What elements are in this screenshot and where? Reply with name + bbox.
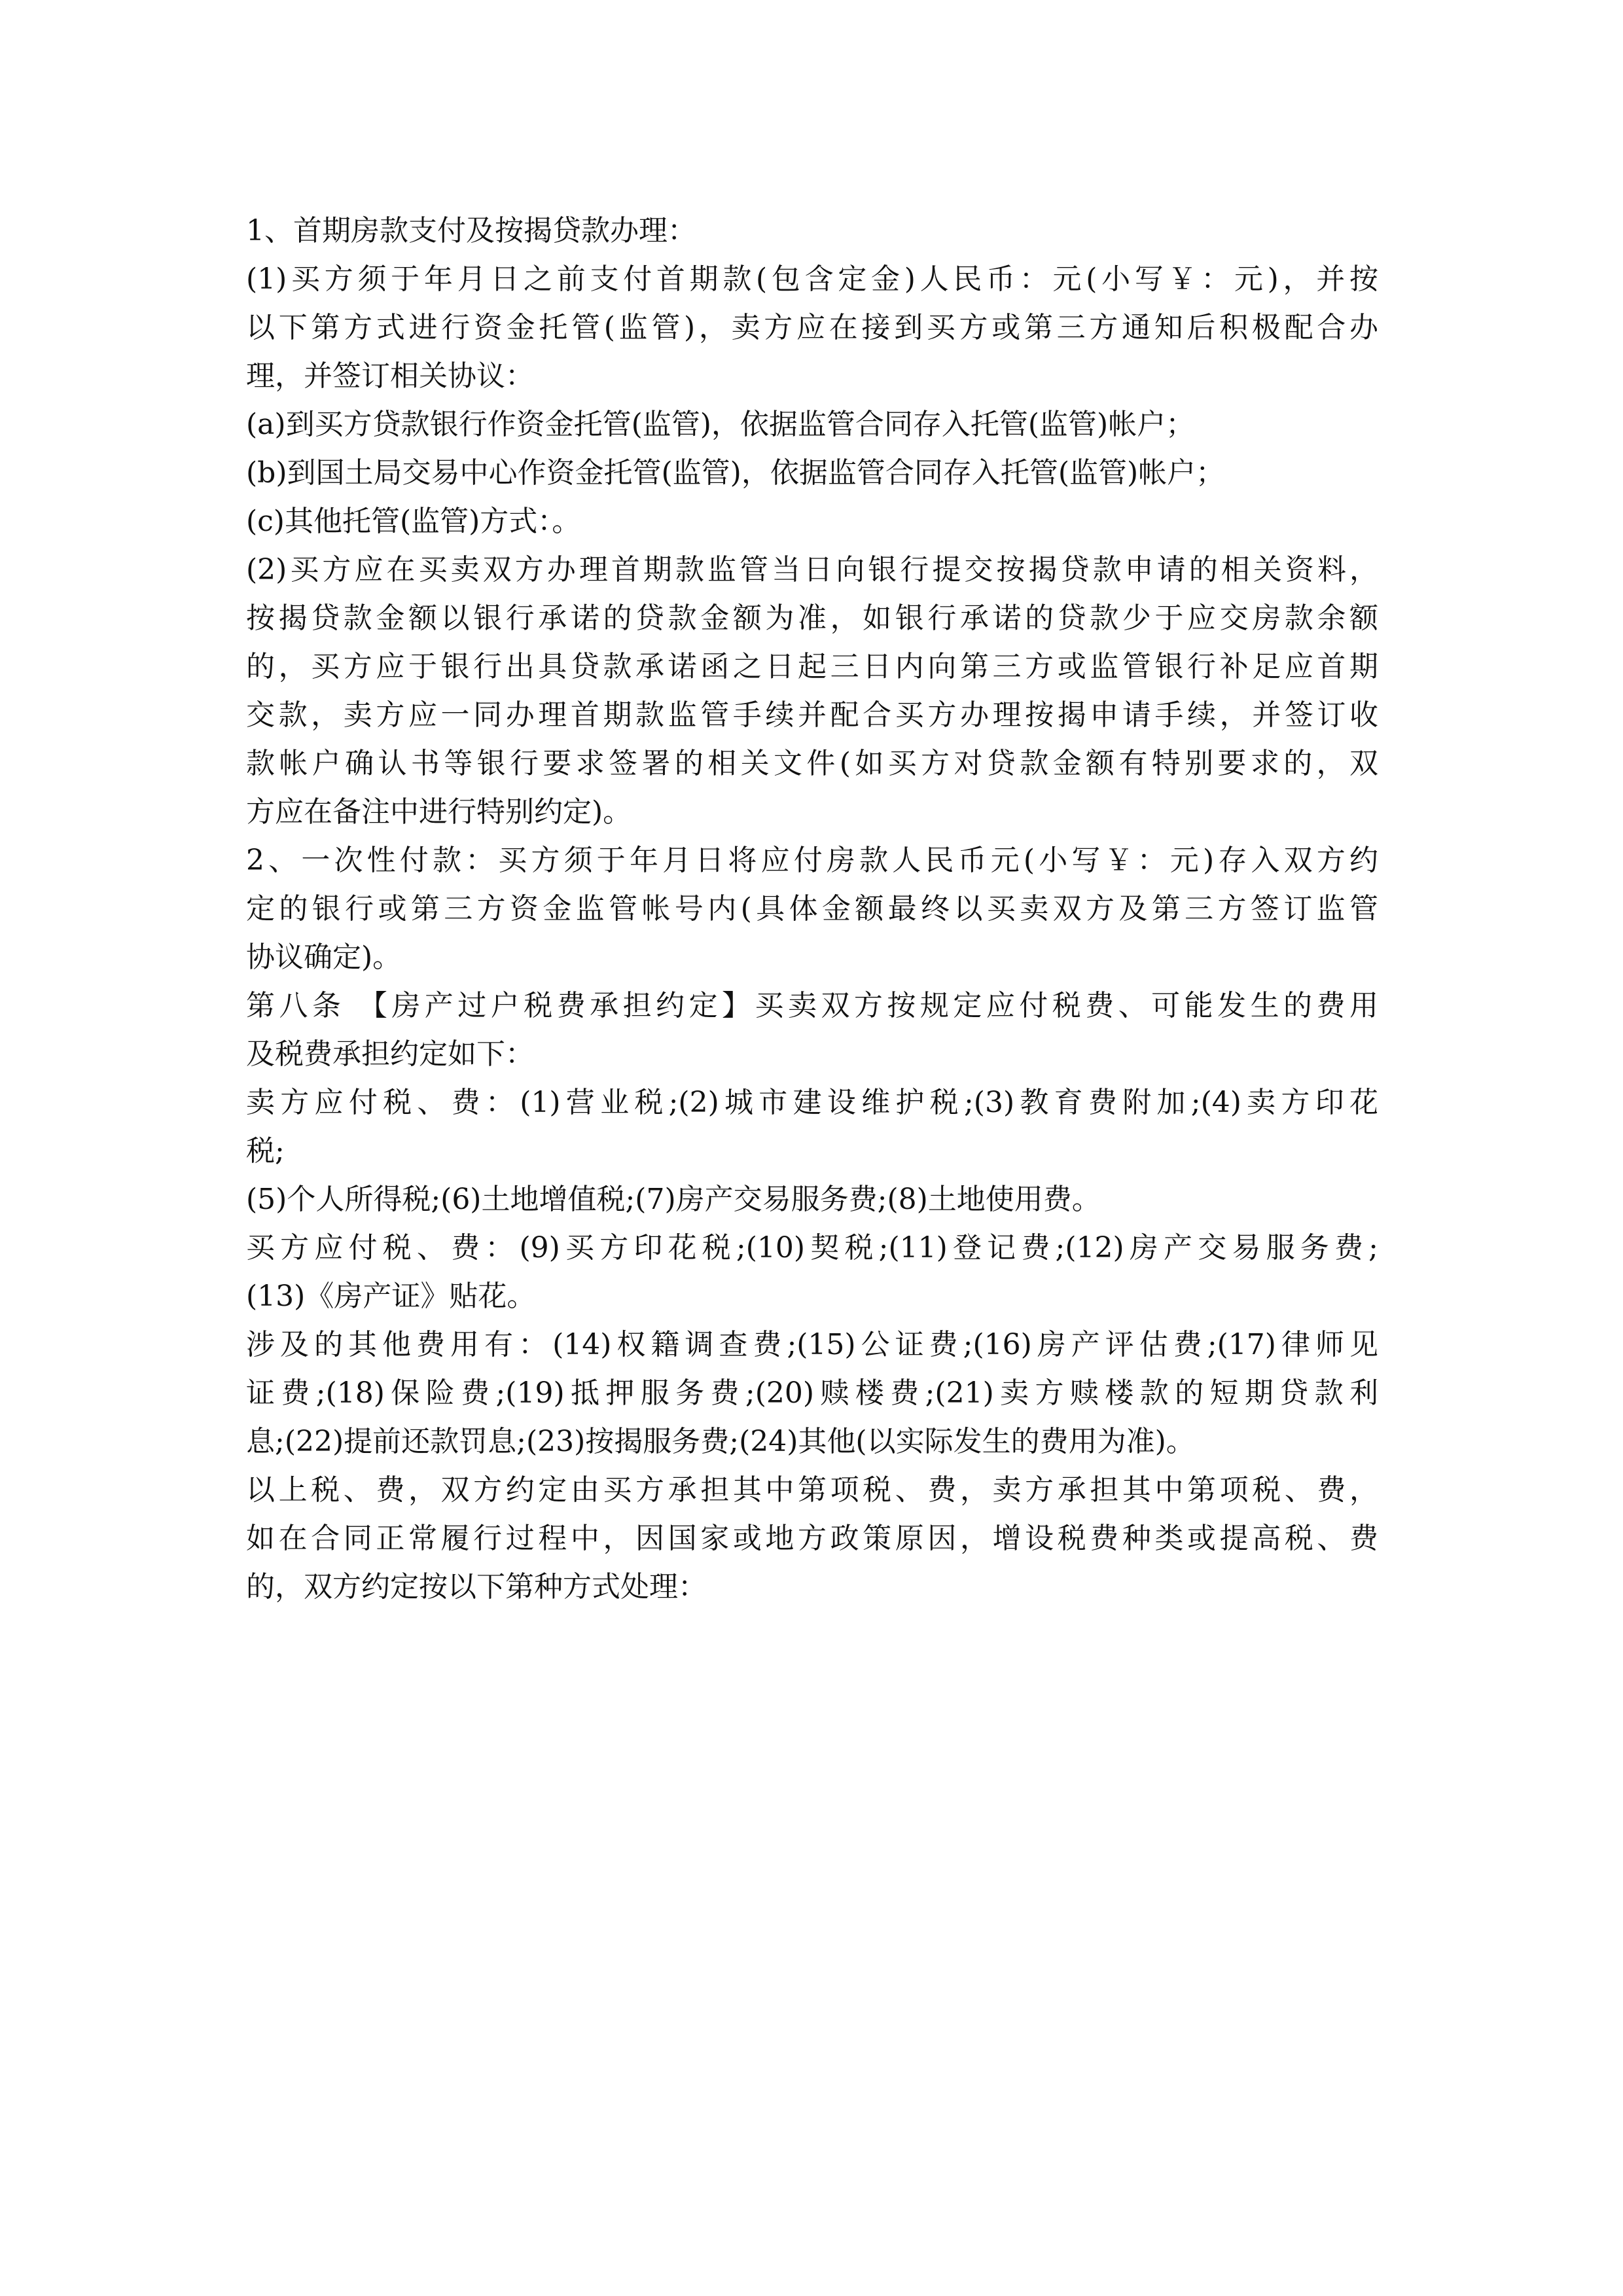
text-line: 交款，卖方应一同办理首期款监管手续并配合买方办理按揭申请手续，并签订收 [246,698,1378,732]
text-line: 1、首期房款支付及按揭贷款办理： [246,214,696,247]
text-line: 息;(22)提前还款罚息;(23)按揭服务费;(24)其他(以实际发生的费用为准)。 [246,1425,1195,1458]
text-line: 协议确定)。 [246,941,402,974]
text-line: 以上税、费，双方约定由买方承担其中第项税、费，卖方承担其中第项税、费， [246,1473,1378,1507]
text-line: (c)其他托管(监管)方式：。 [246,505,581,538]
text-line: (a)到买方贷款银行作资金托管(监管)，依据监管合同存入托管(监管)帐户； [246,408,1195,441]
text-line: 证费;(18)保险费;(19)抵押服务费;(20)赎楼费;(21)卖方赎楼款的短期贷款利 [246,1376,1378,1410]
text-line: 的，双方约定按以下第种方式处理： [246,1570,707,1604]
text-line: 的，买方应于银行出具贷款承诺函之日起三日内向第三方或监管银行补足应首期 [246,650,1378,683]
text-line: 理，并签订相关协议： [246,359,534,393]
text-line: 2、一次性付款：买方须于年月日将应付房款人民币元(小写￥：元)存入双方约 [246,844,1378,877]
text-line: (2)买方应在买卖双方办理首期款监管当日向银行提交按揭贷款申请的相关资料， [246,553,1378,586]
text-line: 涉及的其他费用有：(14)权籍调查费;(15)公证费;(16)房产评估费;(17)律师见 [246,1328,1378,1361]
text-line: 以下第方式进行资金托管(监管)，卖方应在接到买方或第三方通知后积极配合办 [246,311,1378,344]
text-line: 方应在备注中进行特别约定)。 [246,795,632,829]
document-body [246,207,1378,1611]
text-line: (b)到国土局交易中心作资金托管(监管)，依据监管合同存入托管(监管)帐户； [246,456,1225,490]
text-line: (5)个人所得税;(6)土地增值税;(7)房产交易服务费;(8)土地使用费。 [246,1183,1101,1216]
text-line: 款帐户确认书等银行要求签署的相关文件(如买方对贷款金额有特别要求的，双 [246,747,1378,780]
text-line: 税; [246,1134,285,1168]
text-line: 如在合同正常履行过程中，因国家或地方政策原因，增设税费种类或提高税、费 [246,1522,1378,1555]
text-line: 定的银行或第三方资金监管帐号内(具体金额最终以买卖双方及第三方签订监管 [246,892,1378,925]
text-line: 按揭贷款金额以银行承诺的贷款金额为准，如银行承诺的贷款少于应交房款余额 [246,601,1378,635]
text-line: 及税费承担约定如下： [246,1037,534,1071]
text-line: 卖方应付税、费：(1)营业税;(2)城市建设维护税;(3)教育费附加;(4)卖方印花 [246,1086,1378,1119]
text-line: 第八条 【房产过户税费承担约定】买卖双方按规定应付税费、可能发生的费用 [246,989,1378,1022]
text-line: 买方应付税、费：(9)买方印花税;(10)契税;(11)登记费;(12)房产交易服务费; [246,1231,1378,1265]
text-line: (13)《房产证》贴花。 [246,1280,536,1313]
text-line: (1)买方须于年月日之前支付首期款(包含定金)人民币：元(小写￥：元)，并按 [246,262,1378,296]
